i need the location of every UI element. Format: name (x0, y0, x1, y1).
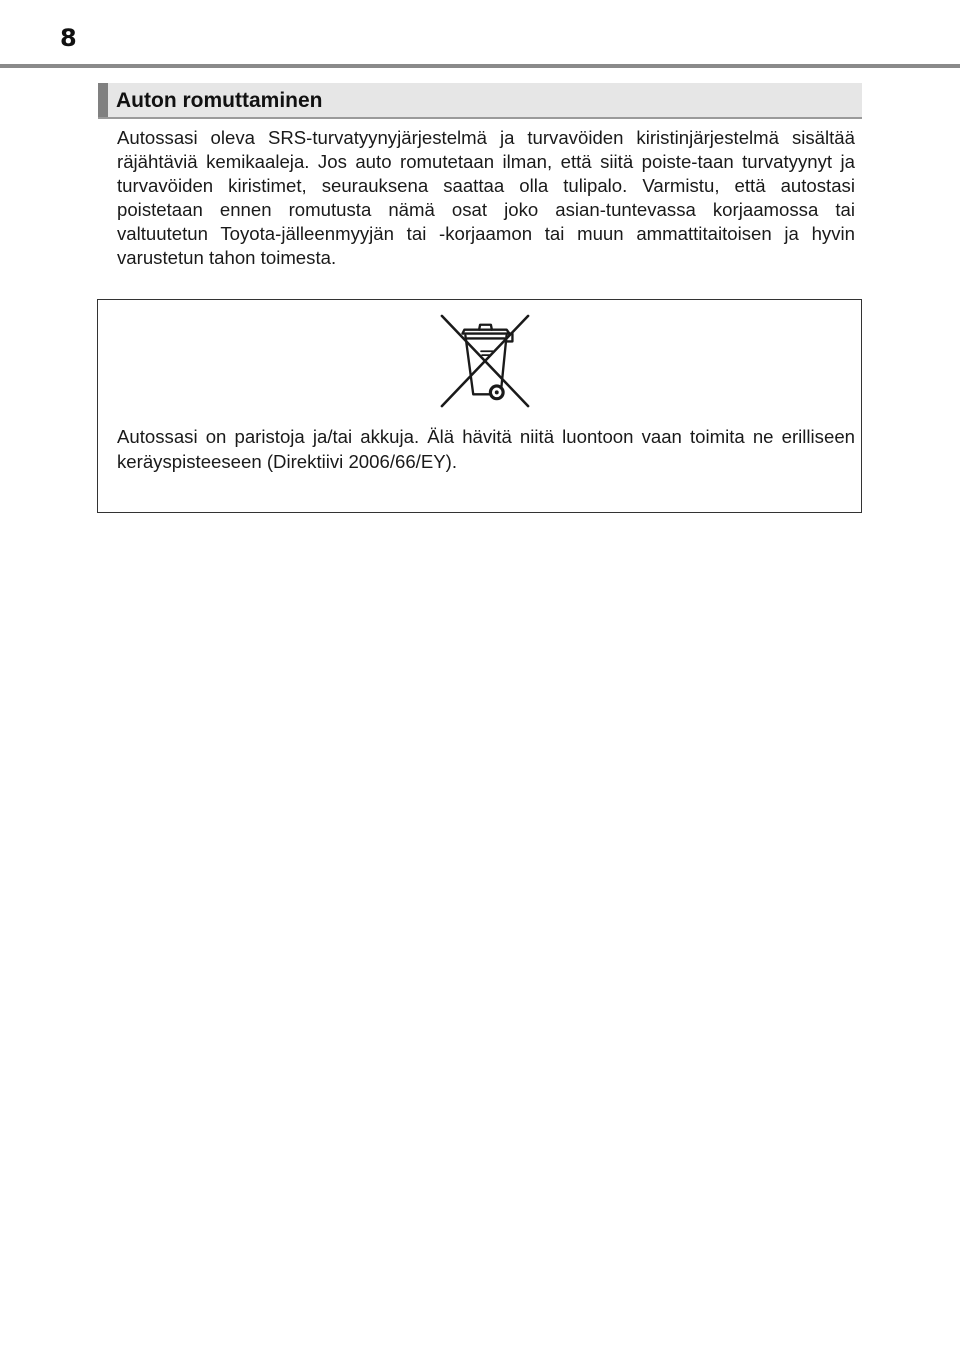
section-body-text: Autossasi oleva SRS-turvatyynyjärjestelmä ja turvavöiden kiristinjärjestelmä sisältää räjähtäviä kemikaaleja. Jos auto romutetaan ilman, että siitä poiste-taan turvatyynyt ja turvavöiden kiristimet, seurauksena saattaa olla tulipalo. Varmistu, että autostasi poistetaan ennen romutusta nämä osat joko asian-tuntevassa korjaamossa tai valtuutetun Toyota-jälleenmyyjän tai -korjaamon tai muun ammattitaitoisen ja hyvin varustetun tahon toimesta. (117, 127, 855, 268)
crossed-out-wheelie-bin-icon (436, 312, 534, 410)
battery-disposal-notice (97, 299, 862, 513)
section-header-accent (98, 83, 108, 117)
section-header (98, 83, 862, 119)
page-number: 8 (60, 24, 77, 52)
top-rule (0, 64, 960, 68)
section-title: Auton romuttaminen (116, 89, 323, 112)
notice-text: Autossasi on paristoja ja/tai akkuja. Älä hävitä niitä luontoon vaan toimita ne erilliseen keräyspisteeseen (Direktiivi 2006/66/EY). (117, 426, 855, 472)
